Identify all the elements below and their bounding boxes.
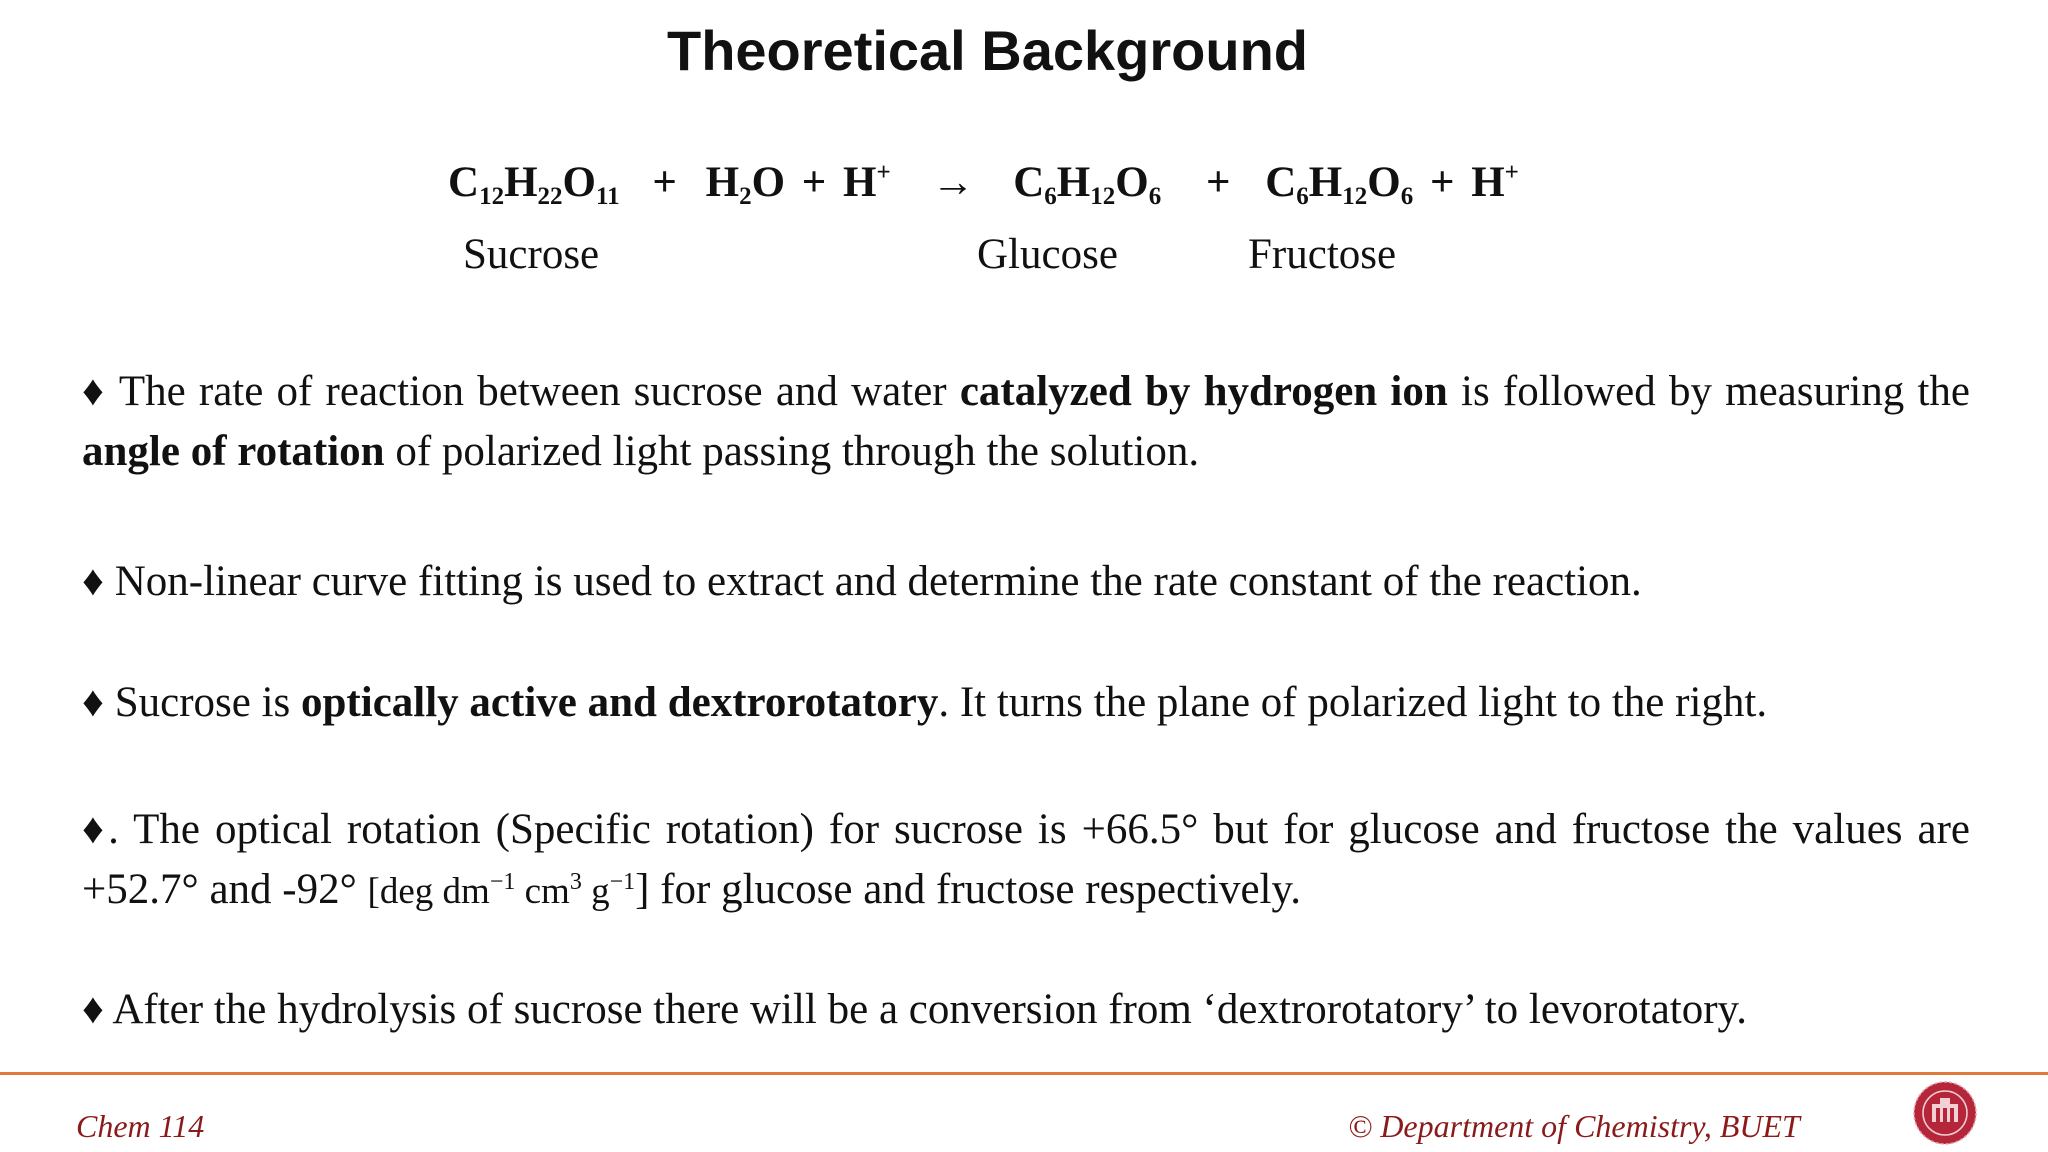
- sucrose-label: Sucrose: [463, 231, 600, 278]
- footer-divider: [0, 1072, 2048, 1075]
- plus-sign: +: [801, 159, 827, 206]
- reaction-arrow: →: [931, 159, 975, 206]
- slide-title: Theoretical Background: [666, 19, 1309, 82]
- plus-sign: +: [652, 159, 677, 206]
- buet-crest-icon: [1902, 1080, 1988, 1146]
- proton: H+: [1471, 159, 1519, 206]
- bullet-hydrolysis-conversion: ♦ After the hydrolysis of sucrose there will be a conversion from ‘dextrorotatory’ to levorotatory.: [82, 986, 1748, 1033]
- bullet-catalysis: ♦ The rate of reaction between sucrose and water catalyzed by hydrogen ion is followed by measuring the angle of rotation of polarized light passing through the solution.: [82, 368, 1970, 475]
- glucose-label: Glucose: [977, 231, 1118, 278]
- water-formula: $H_2O$: [705, 159, 786, 210]
- plus-sign: +: [1429, 159, 1455, 206]
- rotation-unit: [deg $dm^{-1}$ $cm^3$ $g^{-1}$: [367, 869, 636, 912]
- bullet-specific-rotation: ♦. The optical rotation (Specific rotation) for sucrose is +66.5° but for glucose and fructose the values are +52.7° and -92° [deg $dm^{-1}$ $cm^3$ $g^{-1}$] for glucose and fructose respectively.: [82, 806, 1970, 913]
- fructose-label: Fructose: [1248, 231, 1397, 278]
- fructose-formula: $C_6H_{12}O_6$: [1265, 159, 1414, 210]
- plus-sign: +: [1205, 159, 1231, 206]
- sucrose-formula: $C_{12}H_{22}O_{11}$: [448, 159, 620, 210]
- course-code: Chem 114: [76, 1108, 205, 1144]
- department-credit: © Department of Chemistry, BUET: [1348, 1108, 1800, 1144]
- bullet-optical-activity: ♦ Sucrose is optically active and dextrorotatory. It turns the plane of polarized light to the right.: [82, 679, 1768, 726]
- bullet-curve-fitting: ♦ Non-linear curve fitting is used to extract and determine the rate constant of the reaction.: [82, 558, 1642, 605]
- proton: H+: [843, 159, 891, 206]
- glucose-formula: $C_6H_{12}O_6$: [1013, 159, 1162, 210]
- reaction-equation: [448, 158, 1519, 210]
